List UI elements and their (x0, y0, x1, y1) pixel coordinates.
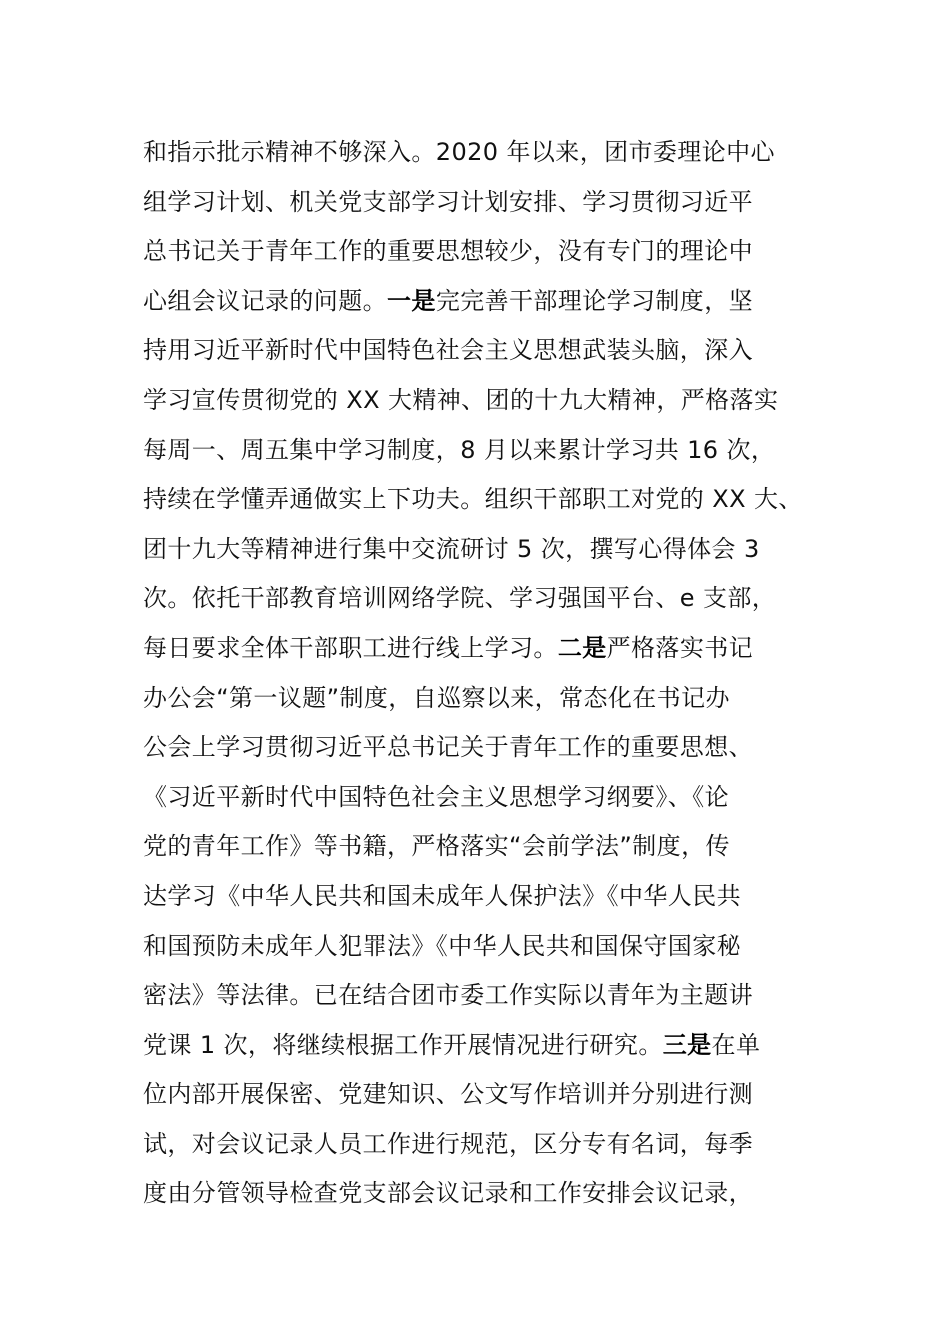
text-run: 完完善干部理论学习制度，坚 (435, 286, 754, 315)
text-line (143, 376, 823, 426)
text-run: 总书记关于青年工作的重要思想较少，没有专门的理论中 (143, 237, 753, 266)
text-run: 密法》等法律。已在结合团市委工作实际以青年为主题讲 (143, 981, 753, 1010)
text-run: 持用习近平新时代中国特色社会主义思想武装头脑，深入 (143, 336, 753, 365)
text-run: 党课 1 次，将继续根据工作开展情况进行研究。 (143, 1030, 663, 1059)
text-line (143, 525, 823, 575)
text-run: 位内部开展保密、党建知识、公文写作培训并分别进行测 (143, 1080, 753, 1109)
text-line (143, 674, 823, 724)
text-run: 公会上学习贯彻习近平总书记关于青年工作的重要思想、 (143, 733, 753, 762)
text-line (143, 574, 823, 624)
text-line (143, 922, 823, 972)
text-line (143, 723, 823, 773)
text-line (143, 872, 823, 922)
text-run: 严格落实书记 (606, 633, 754, 662)
bold-keyword: 一是 (387, 286, 436, 315)
body-paragraph (143, 128, 823, 1219)
text-run: 试，对会议记录人员工作进行规范，区分专有名词，每季 (143, 1129, 753, 1158)
text-line (143, 773, 823, 823)
text-run: 持续在学懂弄通做实上下功夫。组织干部职工对党的 XX 大、 (143, 485, 803, 514)
text-run: 每日要求全体干部职工进行线上学习。 (143, 633, 558, 662)
text-line (143, 822, 823, 872)
text-run: 党的青年工作》等书籍，严格落实“会前学法”制度，传 (143, 832, 730, 861)
text-line (143, 1021, 823, 1071)
text-line (143, 1120, 823, 1170)
text-line (143, 178, 823, 228)
text-run: 学习宣传贯彻党的 XX 大精神、团的十九大精神，严格落实 (143, 385, 779, 414)
text-run: 达学习《中华人民共和国未成年人保护法》《中华人民共 (143, 881, 741, 910)
text-run: 办公会“第一议题”制度，自巡察以来，常态化在书记办 (143, 683, 730, 712)
text-run: 在单 (711, 1030, 761, 1059)
text-run: 心组会议记录的问题。 (143, 286, 387, 315)
text-line (143, 128, 823, 178)
bold-keyword: 二是 (557, 633, 607, 662)
text-run: 和国预防未成年人犯罪法》《中华人民共和国保守国家秘 (143, 931, 741, 960)
text-line (143, 971, 823, 1021)
text-run: 度由分管领导检查党支部会议记录和工作安排会议记录， (143, 1179, 753, 1208)
text-line (143, 1169, 823, 1219)
text-run: 次。依托干部教育培训网络学院、学习强国平台、e 支部， (143, 584, 777, 613)
text-line (143, 227, 823, 277)
text-line (143, 326, 823, 376)
text-line (143, 426, 823, 476)
text-run: 《习近平新时代中国特色社会主义思想学习纲要》、《论 (143, 782, 729, 811)
text-line (143, 277, 823, 327)
text-run: 每周一、周五集中学习制度，8 月以来累计学习共 16 次， (143, 435, 776, 464)
text-line (143, 475, 823, 525)
text-run: 团十九大等精神进行集中交流研讨 5 次，撰写心得体会 3 (143, 534, 760, 563)
text-run: 和指示批示精神不够深入。2020 年以来，团市委理论中心 (143, 138, 775, 166)
text-line (143, 624, 823, 674)
text-run: 组学习计划、机关党支部学习计划安排、学习贯彻习近平 (143, 187, 753, 216)
text-line (143, 1070, 823, 1120)
bold-keyword: 三是 (662, 1030, 712, 1059)
